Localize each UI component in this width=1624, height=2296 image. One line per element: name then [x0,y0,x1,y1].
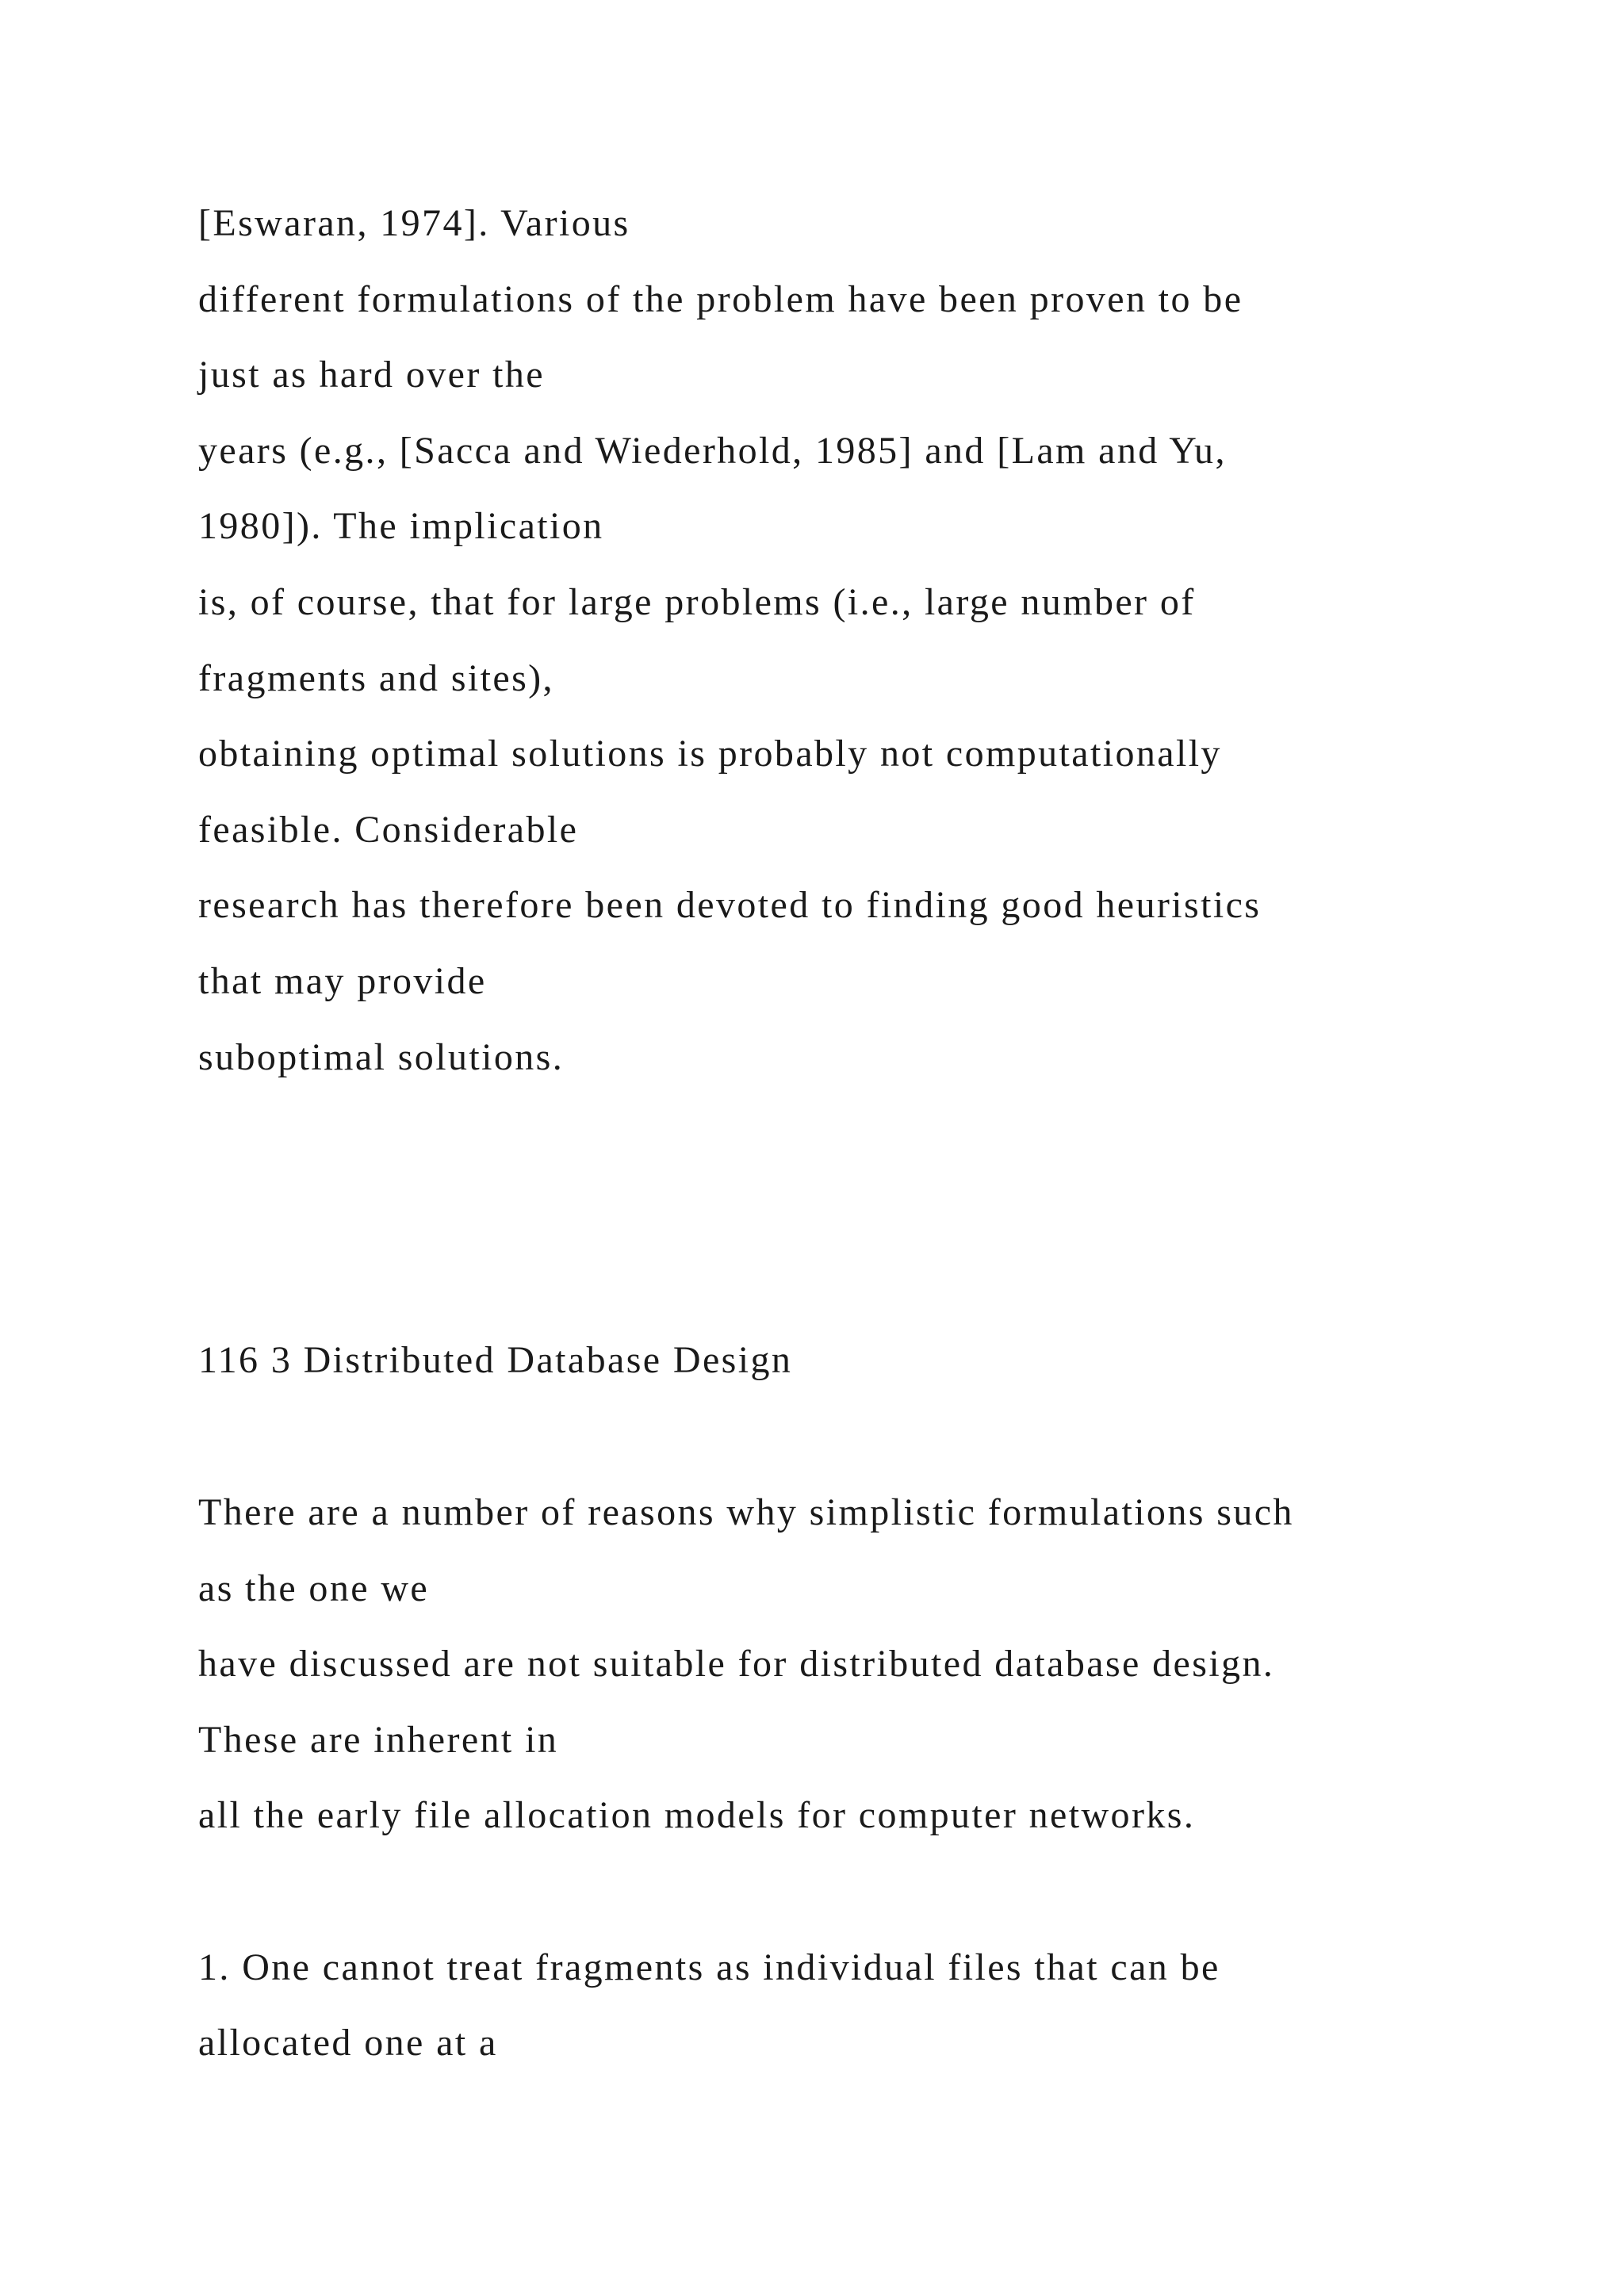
text-line: research has therefore been devoted to finding good heuristics [198,884,1262,926]
text-line: allocated one at a [198,2022,498,2064]
text-line: have discussed are not suitable for distributed database design. [198,1643,1275,1685]
text-line: just as hard over the [198,354,545,396]
running-header: 116 3 Distributed Database Design [198,1339,793,1381]
text-line: [Eswaran, 1974]. Various [198,202,630,244]
text-line: 1. One cannot treat fragments as individual files that can be [198,1946,1220,1988]
text-line: feasible. Considerable [198,809,579,851]
text-line: different formulations of the problem have been proven to be [198,278,1243,320]
text-line: obtaining optimal solutions is probably not computationally [198,733,1222,775]
text-line: 1980]). The implication [198,505,604,547]
text-line: There are a number of reasons why simplistic formulations such [198,1491,1294,1533]
text-line: years (e.g., [Sacca and Wiederhold, 1985] and [Lam and Yu, [198,430,1227,472]
text-line: all the early file allocation models for computer networks. [198,1794,1196,1836]
text-line: as the one we [198,1567,430,1609]
text-line: fragments and sites), [198,657,554,699]
text-line: is, of course, that for large problems (i.e., large number of [198,581,1196,623]
text-line: that may provide [198,960,487,1002]
text-line: These are inherent in [198,1719,559,1761]
text-line: suboptimal solutions. [198,1036,565,1078]
